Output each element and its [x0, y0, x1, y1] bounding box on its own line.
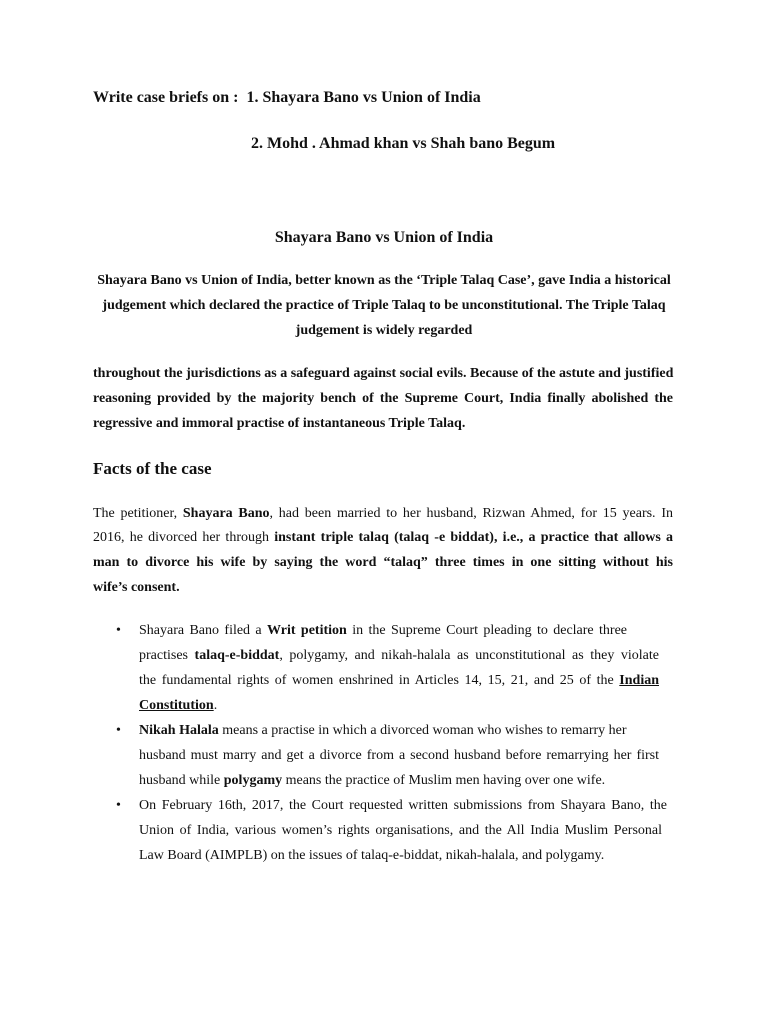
bullet-1-line-1 [139, 623, 627, 639]
bullet-marker: • [116, 723, 121, 738]
intro-line-3: judgement is widely regarded [295, 323, 473, 338]
intro-line-6: regressive and immoral practise of instantaneous Triple Talaq. [93, 416, 466, 431]
constitution-link[interactable]: Constitution [139, 698, 214, 713]
facts-line-3: man to divorce his wife by saying the word “talaq” three times in one sitting without his [93, 555, 673, 570]
bullet-text: practises [139, 648, 195, 663]
bullet-2-line-2: husband must marry and get a divorce from a second husband before remarrying her first [139, 748, 659, 763]
bullet-3-line-3: Law Board (AIMPLB) on the issues of talaq-e-biddat, nikah-halala, and polygamy. [139, 848, 605, 863]
bullet-text: in the Supreme Court pleading to declare three [346, 623, 627, 638]
facts-line-4: wife’s consent. [93, 580, 180, 595]
facts-line-1 [93, 506, 673, 522]
bullet-1-line-2 [139, 648, 659, 664]
bullet-1-line-4 [139, 698, 659, 714]
writ-petition-term: Writ petition [267, 623, 347, 638]
facts-line-2 [93, 530, 673, 546]
bullet-text: , polygamy, and nikah-halala as unconstitutional as they violate [279, 648, 659, 663]
facts-text: , had been married to her husband, Rizwan Ahmed, for 15 years. In [269, 506, 673, 521]
petitioner-name: Shayara Bano [182, 506, 270, 521]
bullet-text: the fundamental rights of women enshrined in Articles 14, 15, 21, and 25 of the [139, 673, 620, 688]
bullet-text: Shayara Bano filed a [139, 623, 268, 638]
polygamy-term: polygamy [223, 773, 283, 788]
prompt-text: Write case briefs on : [93, 89, 239, 106]
bullet-text: . [213, 698, 218, 713]
facts-text: 2016, he divorced her through [93, 530, 275, 545]
intro-line-1: Shayara Bano vs Union of India, better known as the ‘Triple Talaq Case’, gave India a historical [97, 273, 671, 288]
case-one-title: 1. Shayara Bano vs Union of India [246, 89, 481, 106]
nikah-halala-term: Nikah Halala [139, 723, 219, 738]
bullet-1-line-3 [139, 673, 659, 689]
bullet-3-line-1: On February 16th, 2017, the Court requested written submissions from Shayara Bano, the [139, 798, 667, 813]
bullet-2-line-1 [139, 723, 625, 739]
intro-line-4: throughout the jurisdictions as a safeguard against social evils. Because of the astute and justified [93, 366, 674, 381]
indian-constitution-link[interactable]: Indian [619, 673, 659, 688]
talaq-term: talaq-e-biddat [194, 648, 280, 663]
bullet-2-line-3 [139, 773, 659, 789]
facts-text: The petitioner, [93, 506, 183, 521]
bullet-3-line-2: Union of India, various women’s rights organisations, and the All India Muslim Personal [139, 823, 662, 838]
facts-bold-text: instant triple talaq (talaq -e biddat), i.e., a practice that allows a [274, 530, 673, 545]
bullet-text: means a practise in which a divorced woman who wishes to remarry her [218, 723, 627, 738]
intro-line-2: judgement which declared the practice of Triple Talaq to be unconstitutional. The Triple Talaq [102, 298, 666, 313]
intro-line-5: reasoning provided by the majority bench of the Supreme Court, India finally abolished the [93, 391, 673, 406]
bullet-marker: • [116, 798, 121, 813]
bullet-marker: • [116, 623, 121, 638]
section-title: Shayara Bano vs Union of India [274, 229, 494, 246]
bullet-text: husband while [139, 773, 224, 788]
bullet-text: means the practice of Muslim men having over one wife. [282, 773, 606, 788]
assignment-prompt [93, 89, 481, 107]
facts-heading: Facts of the case [93, 459, 212, 478]
case-two-title: 2. Mohd . Ahmad khan vs Shah bano Begum [251, 135, 556, 152]
